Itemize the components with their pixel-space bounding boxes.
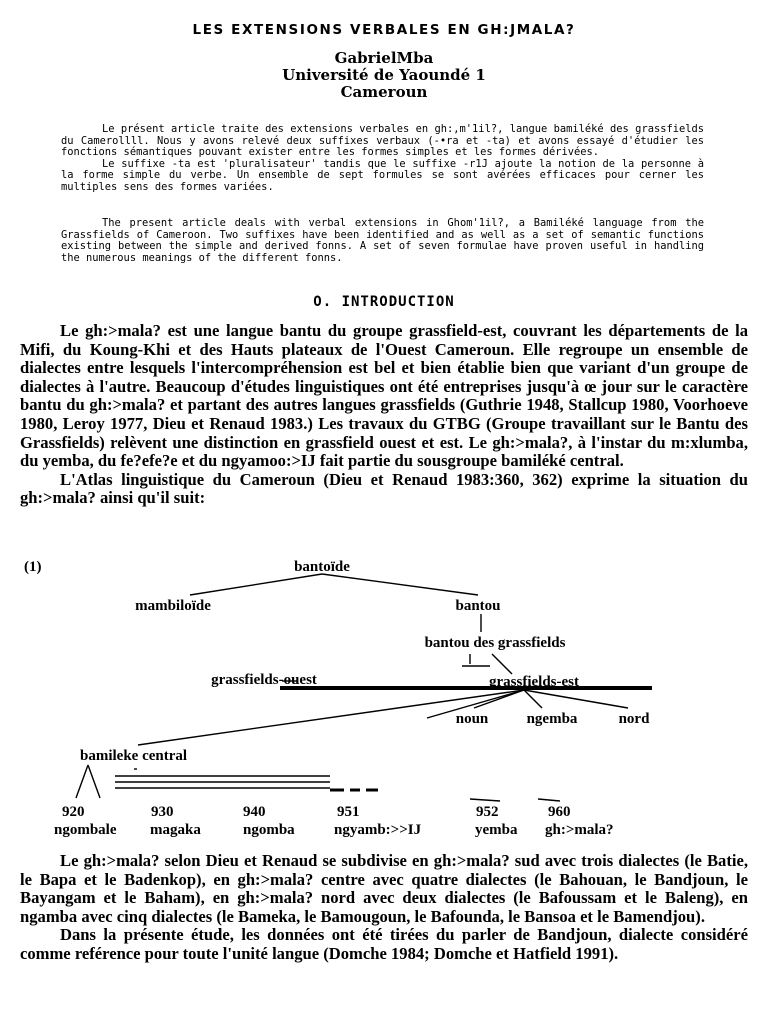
node-bantou: bantou bbox=[455, 598, 501, 614]
author-country: Cameroun bbox=[340, 83, 428, 101]
leaf-code: 951 bbox=[337, 804, 360, 820]
leaf-code: 952 bbox=[476, 804, 499, 820]
leaf-name: yemba bbox=[475, 822, 518, 838]
intro-paragraph-1: Le gh:>mala? est une langue bantu du groupe grassfield-est, couvrant les départements de la Mifi, du Koung-Khi et des Hauts plateaux de l'Ouest Cameroun. Elle regroupe un ensemble de dialectes entre lesquels l'intercompréhension est bel et bien établie bien que variant d'un groupe de dialectes à l'autre. Beaucoup d'études linguistiques ont été entreprises jusqu'à œ jour sur le caractère bantu du gh:>mala? et partant des autres langues grassfields (Guthrie 1948, Stallcup 1980, Voorhoeve 1980, Leroy 1977, Dieu et Renaud 1983.) Les travaux du GTBG (Groupe travaillant sur le Bantu des Grassfields) relèvent une distinction en grassfield ouest et est. Le gh:>mala?, à l'instar du m:xlumba, du yemba, du fe?efe?e et du ngyamoo:>IJ fait partie du sousgroupe bamiléké central. bbox=[20, 321, 748, 471]
leaf-name: ngomba bbox=[243, 822, 295, 838]
author-institution: Université de Yaoundé 1 bbox=[282, 66, 486, 84]
dialect-paragraph-1: Le gh:>mala? selon Dieu et Renaud se subdivise en gh:>mala? sud avec trois dialectes (le Batie, le Bapa et le Badenkop), en gh:>mala? centre avec quatre dialectes (le Bahouan, le Bandjoun, le Bayangam et le Baham), en gh:>mala? nord avec deux dialectes (le Bafoussam et le Baleng), en ngamba avec cinq dialectes (le Bameka, le Bamougoun, le Bafounda, le Bansoa et le Bamendjou). bbox=[20, 851, 748, 926]
section-heading: O. INTRODUCTION bbox=[313, 294, 455, 310]
dialect-paragraph-2: Dans la présente étude, les données ont été tirées du parler de Bandjoun, dialecte considéré comme reférence pour toute l'unité langue (Domche 1984; Domche et Hatfield 1991). bbox=[20, 925, 748, 963]
node-bamileke-central: bamileke central bbox=[80, 748, 188, 764]
node-nord: nord bbox=[618, 711, 650, 727]
node-bantoide: bantoïde bbox=[294, 559, 350, 575]
node-bantou-grassfields: bantou des grassfields bbox=[424, 635, 566, 651]
intro-text bbox=[20, 322, 748, 508]
abstract-fr-paragraph-1: Le présent article traite des extensions verbales en gh:,m'1il?, langue bamiléké des grassfields du Camerollll. Nous y avons relevé deux suffixes verbaux (-•ra et -ta) et avons essayé d'étudier les fonctions sémantiques pouvant exister entre les formes simples et les formes dérivées. bbox=[61, 123, 704, 159]
node-noun: noun bbox=[455, 711, 489, 727]
leaf-name: ngyamb:>>IJ bbox=[334, 822, 422, 838]
article-title: LES EXTENSIONS VERBALES EN GH:JMALA? bbox=[192, 22, 576, 38]
abstract-french bbox=[61, 124, 704, 194]
leaf-name: magaka bbox=[150, 822, 201, 838]
abstract-en-paragraph: The present article deals with verbal extensions in Ghom'1il?, a Bamiléké language from the Grassfields of Cameroon. Two suffixes have been identified and as well as a set of semantic functions existing between the simple and derived fonns. A set of seven formulae have proven useful in handling the numerous meanings of the different fonns. bbox=[61, 217, 704, 264]
abstract-english bbox=[61, 218, 704, 264]
leaf-name: gh:>mala? bbox=[545, 822, 614, 838]
dialect-text bbox=[20, 852, 748, 964]
abstract-fr-paragraph-2: Le suffixe -ta est 'pluralisateur' tandis que le suffixe -r1J ajoute la notion de la personne à la forme simple du verbe. Un ensemble de sept formules se sont avérées efficaces pour cerner les multiples sens des formes variées. bbox=[61, 157, 704, 193]
node-grassfields-ouest: grassfields-ouest bbox=[211, 672, 317, 688]
leaf-code: 960 bbox=[548, 804, 571, 820]
leaf-code: 920 bbox=[62, 804, 85, 820]
node-mambiloide: mambiloïde bbox=[135, 598, 211, 614]
author-name: GabrielMba bbox=[334, 49, 434, 67]
author-block bbox=[0, 50, 768, 101]
leaf-code: 930 bbox=[151, 804, 174, 820]
node-ngemba: ngemba bbox=[526, 711, 578, 727]
node-grassfields-est: grassfields-est bbox=[489, 674, 579, 690]
leaf-code: 940 bbox=[243, 804, 266, 820]
language-tree-figure bbox=[0, 550, 768, 850]
figure-number: (1) bbox=[24, 559, 42, 575]
intro-paragraph-2: L'Atlas linguistique du Cameroun (Dieu et Renaud 1983:360, 362) exprime la situation du gh:>mala? ainsi qu'il suit: bbox=[20, 469, 748, 508]
leaf-name: ngombale bbox=[54, 822, 117, 838]
